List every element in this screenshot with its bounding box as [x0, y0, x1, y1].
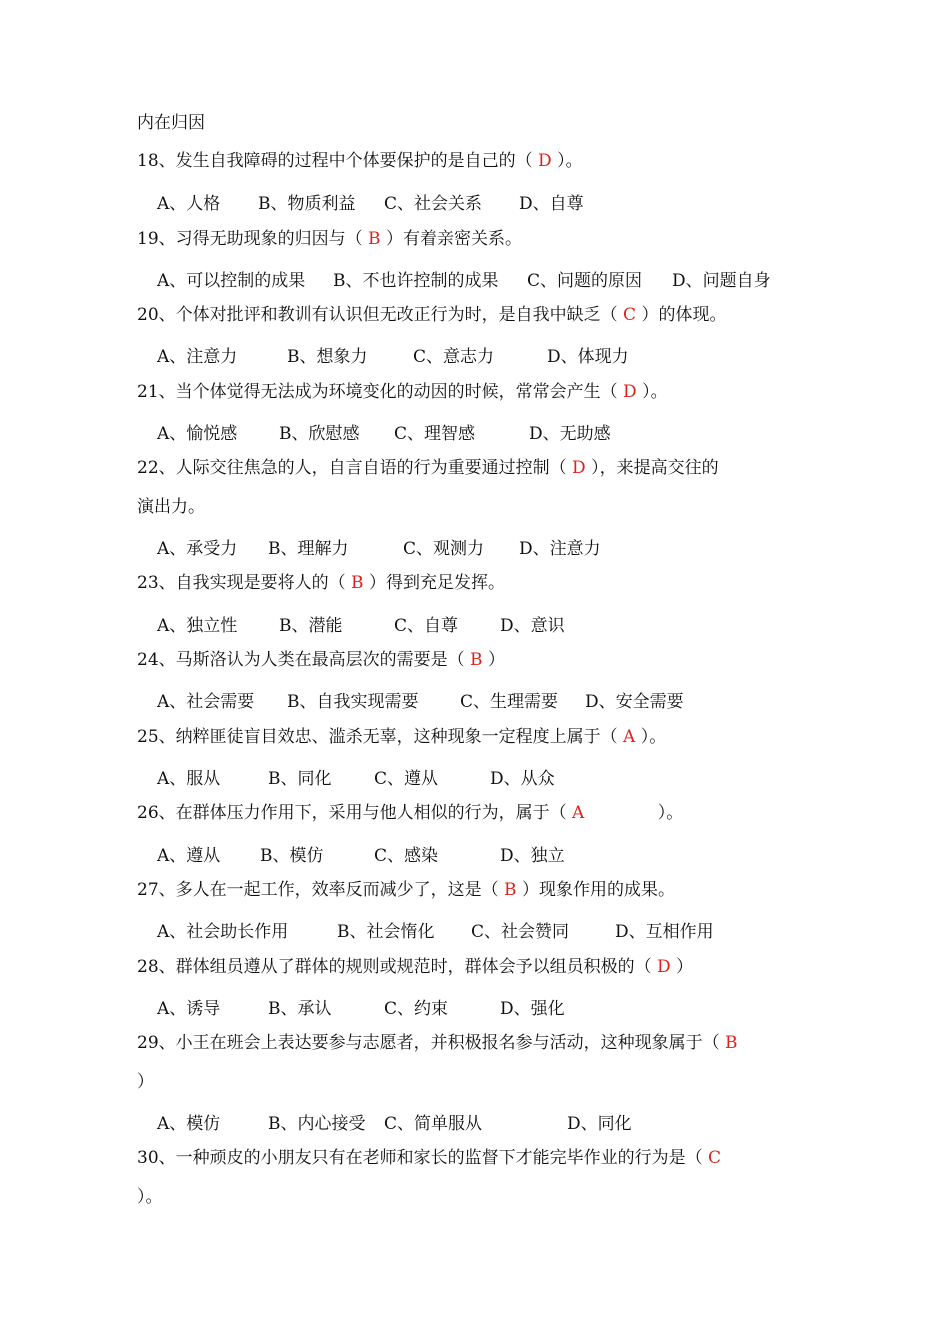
- answer-28: D: [651, 957, 677, 977]
- question-26: 26、在群体压力作用下，采用与他人相似的行为，属于（ A ）。: [137, 803, 684, 823]
- answer-24: B: [464, 650, 488, 670]
- option-28-a: A、诱导: [157, 999, 221, 1019]
- option-19-c: C、问题的原因: [527, 271, 643, 291]
- option-21-c: C、理智感: [394, 424, 476, 444]
- option-21-a: A、愉悦感: [157, 424, 238, 444]
- answer-29: B: [719, 1033, 738, 1053]
- option-22-b: B、理解力: [268, 539, 349, 559]
- option-25-a: A、服从: [157, 769, 221, 789]
- option-20-d: D、体现力: [547, 347, 629, 367]
- question-24: 24、马斯洛认为人类在最高层次的需要是（ B ）: [137, 650, 505, 670]
- question-25: 25、纳粹匪徒盲目效忠、滥杀无辜，这种现象一定程度上属于（ A ）。: [137, 727, 667, 747]
- option-18-b: B、物质利益: [258, 194, 356, 214]
- answer-25: A: [617, 727, 641, 747]
- option-27-c: C、社会赞同: [471, 922, 570, 942]
- option-18-c: C、社会关系: [384, 194, 483, 214]
- option-23-b: B、潜能: [279, 616, 343, 636]
- option-29-a: A、模仿: [157, 1114, 221, 1134]
- answer-19: B: [362, 229, 386, 249]
- option-26-d: D、独立: [500, 846, 565, 866]
- option-29-b: B、内心接受: [268, 1114, 366, 1134]
- option-23-a: A、独立性: [157, 616, 238, 636]
- question-19: 19、习得无助现象的归因与（ B ）有着亲密关系。: [137, 229, 522, 249]
- answer-21: D: [617, 382, 643, 402]
- question-21: 21、当个体觉得无法成为环境变化的动因的时候，常常会产生（ D ）。: [137, 382, 668, 402]
- option-21-b: B、欣慰感: [279, 424, 360, 444]
- answer-23: B: [345, 573, 369, 593]
- option-24-b: B、自我实现需要: [287, 692, 419, 712]
- option-24-a: A、社会需要: [157, 692, 255, 712]
- answer-30: C: [702, 1148, 722, 1168]
- option-20-a: A、注意力: [157, 347, 238, 367]
- option-19-d: D、问题自身: [672, 271, 771, 291]
- answer-27: B: [498, 880, 522, 900]
- option-18-d: D、自尊: [519, 194, 584, 214]
- option-25-d: D、从众: [490, 769, 555, 789]
- question-23: 23、自我实现是要将人的（ B ）得到充足发挥。: [137, 573, 505, 593]
- answer-26: A: [566, 803, 590, 823]
- option-25-b: B、同化: [268, 769, 332, 789]
- answer-18: D: [532, 151, 558, 171]
- option-27-a: A、社会助长作用: [157, 922, 289, 942]
- option-23-d: D、意识: [500, 616, 565, 636]
- question-30-continuation: ）。: [137, 1187, 163, 1207]
- option-24-d: D、安全需要: [585, 692, 684, 712]
- option-19-a: A、可以控制的成果: [157, 271, 306, 291]
- option-26-c: C、感染: [374, 846, 439, 866]
- question-22: 22、人际交往焦急的人，自言自语的行为重要通过控制（ D ），来提高交往的: [137, 458, 719, 478]
- option-28-d: D、强化: [500, 999, 565, 1019]
- question-22-continuation: 演出力。: [137, 497, 205, 517]
- question-29-continuation: ）: [137, 1072, 154, 1092]
- lead-line: 内在归因: [137, 113, 205, 133]
- option-18-a: A、人格: [157, 194, 221, 214]
- option-20-b: B、想象力: [287, 347, 368, 367]
- option-27-d: D、互相作用: [615, 922, 714, 942]
- question-28: 28、群体组员遵从了群体的规则或规范时，群体会予以组员积极的（ D ）: [137, 957, 694, 977]
- option-26-a: A、遵从: [157, 846, 221, 866]
- option-29-d: D、同化: [567, 1114, 632, 1134]
- option-27-b: B、社会惰化: [337, 922, 435, 942]
- answer-22: D: [566, 458, 592, 478]
- option-20-c: C、意志力: [413, 347, 495, 367]
- question-20: 20、个体对批评和教训有认识但无改正行为时，是自我中缺乏（ C ）的体现。: [137, 305, 727, 325]
- option-29-c: C、简单服从: [384, 1114, 483, 1134]
- option-22-a: A、承受力: [157, 539, 238, 559]
- option-19-b: B、不也许控制的成果: [333, 271, 499, 291]
- question-30: 30、一种顽皮的小朋友只有在老师和家长的监督下才能完毕作业的行为是（ C: [137, 1148, 722, 1168]
- option-28-b: B、承认: [268, 999, 332, 1019]
- question-29: 29、小王在班会上表达要参与志愿者，并积极报名参与活动，这种现象属于（ B: [137, 1033, 738, 1053]
- option-23-c: C、自尊: [394, 616, 459, 636]
- option-21-d: D、无助感: [529, 424, 611, 444]
- option-26-b: B、模仿: [260, 846, 324, 866]
- answer-20: C: [617, 305, 642, 325]
- question-27: 27、多人在一起工作，效率反而减少了，这是（ B ）现象作用的成果。: [137, 880, 675, 900]
- option-24-c: C、生理需要: [460, 692, 559, 712]
- question-18: 18、发生自我障碍的过程中个体要保护的是自己的（ D ）。: [137, 151, 583, 171]
- option-25-c: C、遵从: [374, 769, 439, 789]
- option-28-c: C、约束: [384, 999, 449, 1019]
- option-22-d: D、注意力: [519, 539, 601, 559]
- option-22-c: C、观测力: [403, 539, 485, 559]
